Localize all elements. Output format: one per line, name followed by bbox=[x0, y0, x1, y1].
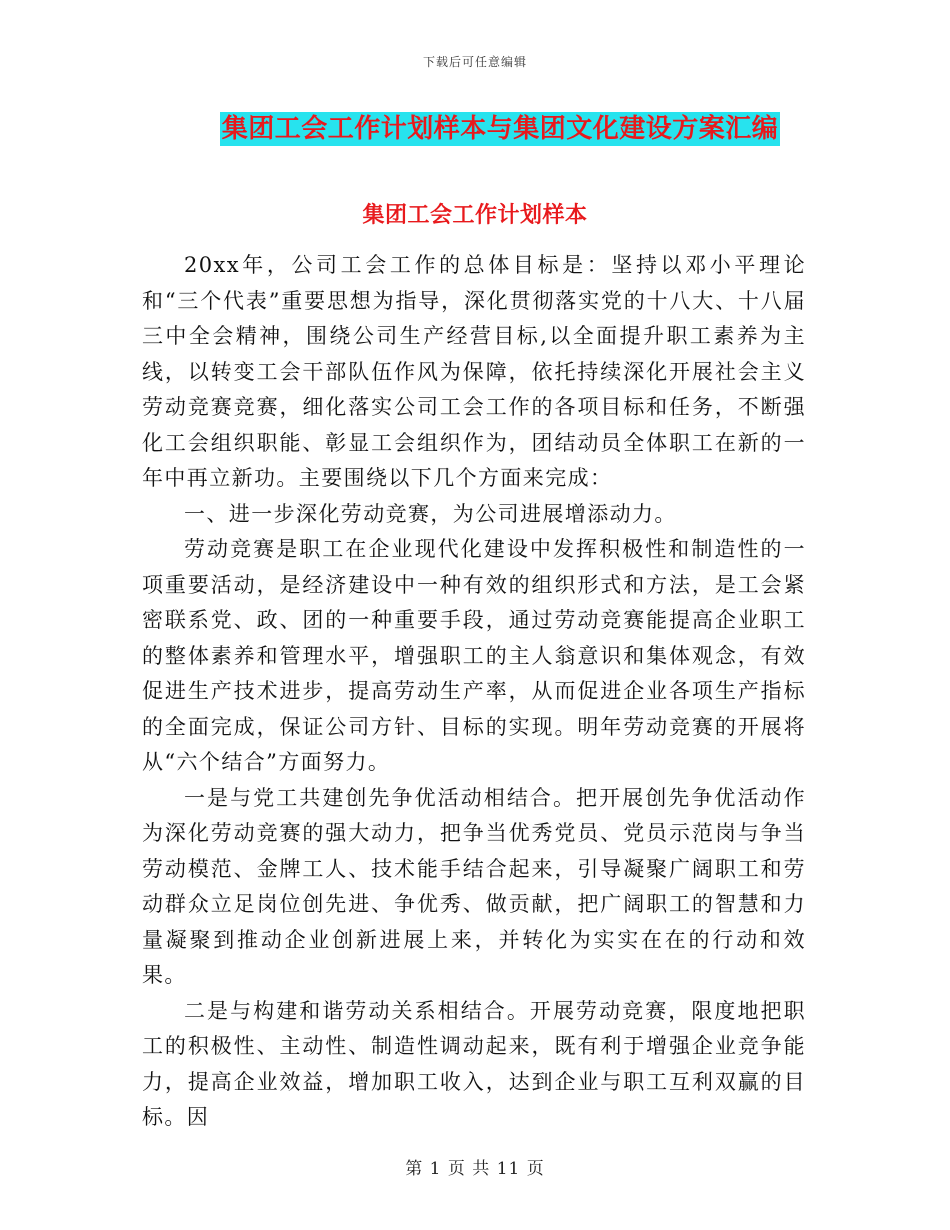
document-title-wrapper bbox=[0, 112, 950, 146]
paragraph: 一是与党工共建创先争优活动相结合。把开展创先争优活动作为深化劳动竞赛的强大动力，把争当优秀党员、党员示范岗与争当劳动模范、金牌工人、技术能手结合起来，引导凝聚广阔职工和劳动群众立足岗位创先进、争优秀、做贡献，把广阔职工的智慧和力量凝聚到推动企业创新进展上来，并转化为实实在在的行动和效果。 bbox=[142, 785, 806, 987]
document-body bbox=[142, 248, 806, 1136]
page-footer: 第 1 页 共 11 页 bbox=[405, 1159, 545, 1179]
paragraph: 二是与构建和谐劳动关系相结合。开展劳动竞赛，限度地把职工的积极性、主动性、制造性调动起来，既有利于增强企业竞争能力，提高企业效益，增加职工收入，达到企业与职工互利双赢的目标。因 bbox=[142, 998, 806, 1129]
paragraph: 20xx年，公司工会工作的总体目标是：坚持以邓小平理论和“三个代表”重要思想为指导，深化贯彻落实党的十八大、十八届三中全会精神，围绕公司生产经营目标,以全面提升职工素养为主线，以转变工会干部队伍作风为保障，依托持续深化开展社会主义劳动竞赛竞赛，细化落实公司工会工作的各项目标和任务，不断强化工会组织职能、彰显工会组织作为，团结动员全体职工在新的一年中再立新功。主要围绕以下几个方面来完成： bbox=[142, 253, 806, 490]
document-title: 集团工会工作计划样本与集团文化建设方案汇编 bbox=[221, 114, 779, 144]
paragraph: 劳动竞赛是职工在企业现代化建设中发挥积极性和制造性的一项重要活动，是经济建设中一种有效的组织形式和方法，是工会紧密联系党、政、团的一种重要手段，通过劳动竞赛能提高企业职工的整体素养和管理水平，增强职工的主人翁意识和集体观念，有效促进生产技术进步，提高劳动生产率，从而促进企业各项生产指标的全面完成，保证公司方针、目标的实现。明年劳动竞赛的开展将从“六个结合”方面努力。 bbox=[142, 537, 806, 774]
header-note: 下载后可任意编辑 bbox=[422, 55, 527, 69]
paragraph: 一、进一步深化劳动竞赛，为公司进展增添动力。 bbox=[184, 501, 677, 526]
section-title: 集团工会工作计划样本 bbox=[362, 203, 588, 228]
